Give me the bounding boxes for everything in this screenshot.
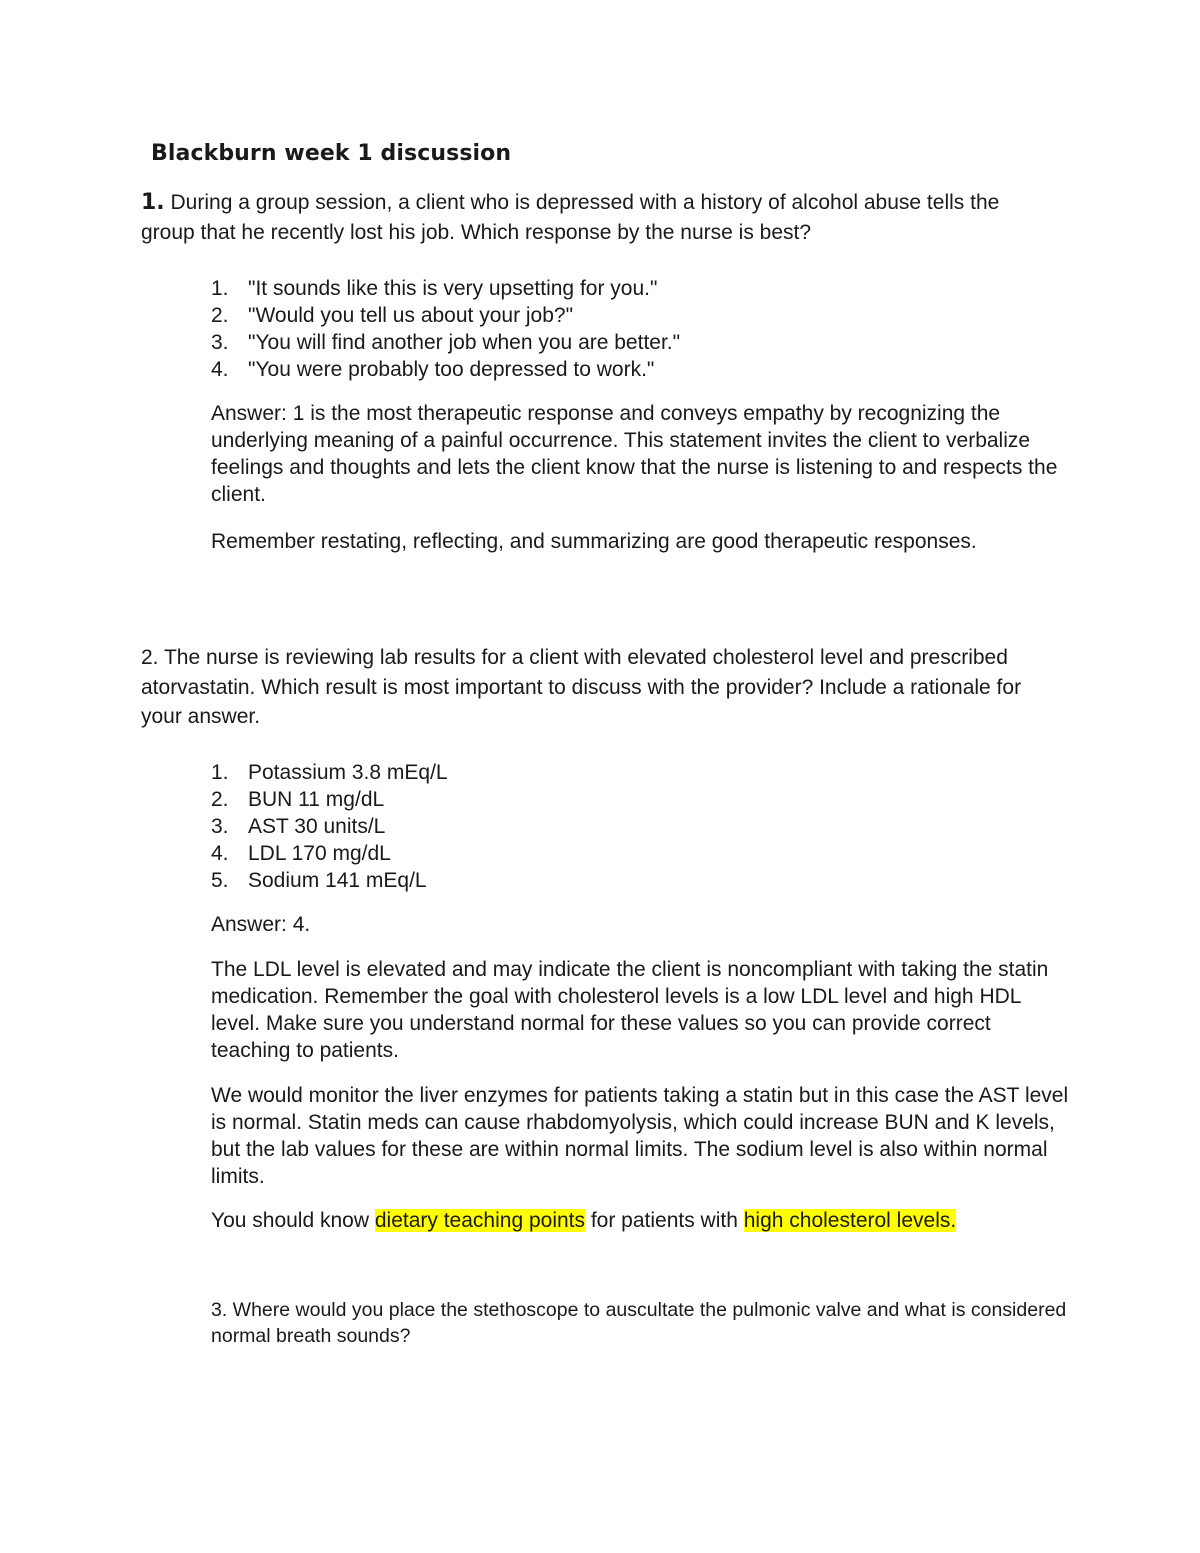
question-2-explanation-liver: We would monitor the liver enzymes for patients taking a statin but in this case the AST level is normal. Statin meds can cause rhabdomyolysis, which could increase BUN and K levels, but the lab values for these are within normal limits. The sodium level is also within normal limits.	[211, 1084, 1069, 1188]
option-number: 4.	[211, 842, 229, 865]
option-text: BUN 11 mg/dL	[248, 788, 385, 811]
highlight-dietary-teaching: dietary teaching points	[374, 1209, 585, 1232]
question-1-number: 1.	[141, 190, 165, 215]
option-text: AST 30 units/L	[248, 815, 386, 838]
question-2-explanation-ldl: The LDL level is elevated and may indicate the client is noncompliant with taking the statin medication. Remember the goal with cholesterol levels is a low LDL level and high HDL level. Make sure you understand normal for these values so you can provide correct teaching to patients.	[211, 958, 1049, 1062]
list-item	[211, 813, 448, 840]
question-3-text: 3. Where would you place the stethoscope to auscultate the pulmonic valve and what is considered normal breath sounds?	[211, 1299, 1067, 1347]
question-1	[141, 188, 1041, 247]
list-item	[211, 867, 448, 894]
option-number: 4.	[211, 358, 229, 381]
option-text: "It sounds like this is very upsetting for you."	[248, 277, 658, 300]
list-item	[211, 275, 680, 302]
question-2-answer: Answer: 4.	[211, 913, 311, 936]
option-text: Sodium 141 mEq/L	[248, 869, 427, 892]
list-item	[211, 302, 680, 329]
list-item	[211, 356, 680, 383]
question-1-remember: Remember restating, reflecting, and summarizing are good therapeutic responses.	[211, 530, 977, 553]
option-text: "Would you tell us about your job?"	[248, 304, 574, 327]
option-number: 3.	[211, 815, 229, 838]
option-number: 5.	[211, 869, 229, 892]
option-number: 2.	[211, 788, 229, 811]
list-item	[211, 329, 680, 356]
document-title: Blackburn week 1 discussion	[151, 141, 512, 166]
list-item	[211, 840, 448, 867]
list-item	[211, 759, 448, 786]
question-2-options	[211, 759, 448, 894]
question-1-text: During a group session, a client who is depressed with a history of alcohol abuse tells the group that he recently lost his job. Which response by the nurse is best?	[141, 191, 1000, 244]
option-number: 1.	[211, 277, 229, 300]
option-number: 1.	[211, 761, 229, 784]
question-2-text: 2. The nurse is reviewing lab results for a client with elevated cholesterol level and prescribed atorvastatin. Which result is most important to discuss with the provider? Include a rationale for your answer.	[141, 646, 1022, 728]
option-text: "You will find another job when you are better."	[248, 331, 681, 354]
teaching-note-prefix: You should know	[211, 1209, 375, 1232]
highlight-high-cholesterol: high cholesterol levels.	[743, 1209, 957, 1232]
list-item	[211, 786, 448, 813]
question-1-options	[211, 275, 680, 383]
question-2-teaching-note	[211, 1207, 1071, 1234]
teaching-note-middle: for patients with	[585, 1209, 744, 1232]
option-text: Potassium 3.8 mEq/L	[248, 761, 448, 784]
question-1-answer: Answer: 1 is the most therapeutic response and conveys empathy by recognizing the underlying meaning of a painful occurrence. This statement invites the client to verbalize feelings and thoughts and lets the client know that the nurse is listening to and respects the client.	[211, 402, 1058, 506]
option-text: "You were probably too depressed to work."	[248, 358, 655, 381]
option-number: 3.	[211, 331, 229, 354]
option-number: 2.	[211, 304, 229, 327]
option-text: LDL 170 mg/dL	[248, 842, 391, 865]
